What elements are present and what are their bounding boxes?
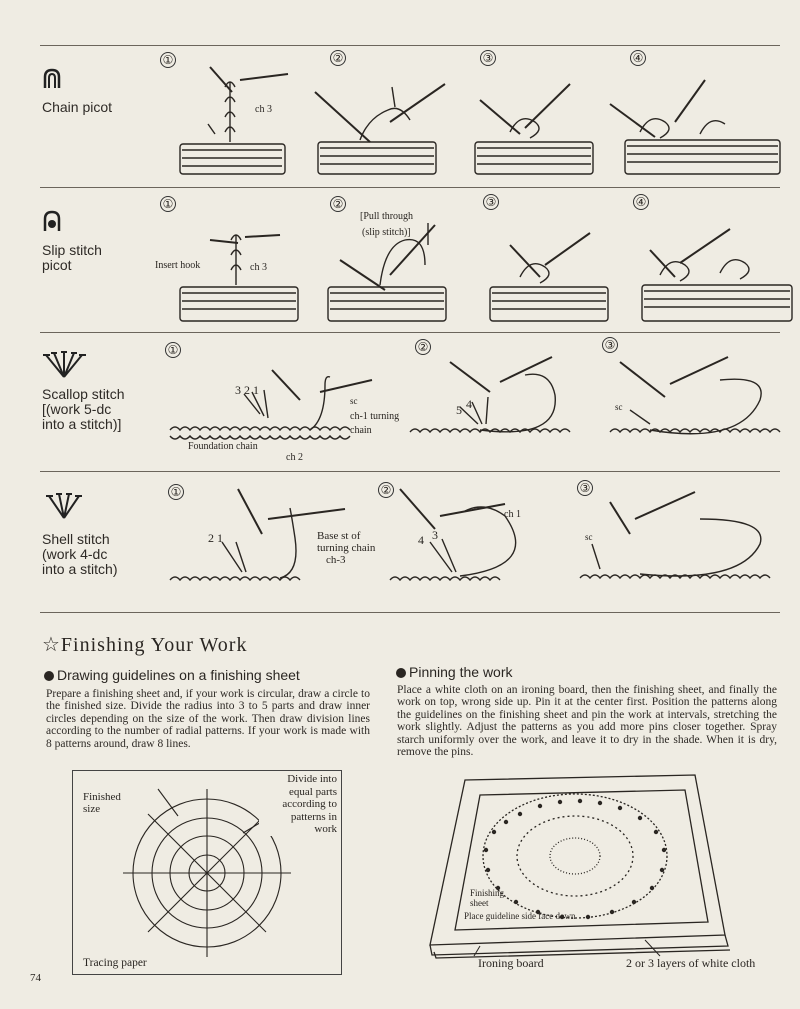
shell-stitch-icon — [44, 490, 84, 520]
label-5: 5 — [456, 403, 462, 417]
label-foundation-chain: Foundation chain — [188, 441, 258, 452]
chain-picot-illustration — [170, 62, 790, 182]
bullet-dot — [396, 668, 406, 678]
page-number: 74 — [30, 972, 41, 984]
label-ch2: ch 2 — [286, 452, 303, 463]
step-number: ④ — [630, 50, 646, 66]
label-4: 4 — [466, 397, 472, 411]
label-divide: Divide into equal parts according to patterns in work — [259, 773, 337, 836]
stitch-name: Slip stitch picot — [42, 242, 102, 273]
label-sc: sc — [615, 402, 623, 412]
shell-stitch-illustration — [160, 484, 800, 604]
pinning-heading: Pinning the work — [396, 664, 513, 680]
step-number: ① — [160, 52, 176, 68]
label-numbers: 3 2 1 — [235, 383, 259, 397]
label-ch1: ch 1 — [504, 509, 521, 520]
step-number: ① — [168, 484, 184, 500]
stitch-name: Scallop stitch [(work 5-dc into a stitch)] — [42, 386, 125, 432]
step-number: ② — [415, 339, 431, 355]
guidelines-heading: Drawing guidelines on a finishing sheet — [44, 667, 300, 683]
label-tracing-paper: Tracing paper — [83, 957, 147, 969]
step-number: ② — [330, 50, 346, 66]
label-sc: sc — [585, 532, 593, 542]
label-ch3: ch-3 — [326, 554, 346, 566]
slip-stitch-picot-illustration — [150, 205, 795, 327]
step-number: ③ — [577, 480, 593, 496]
label-finishing-sheet: Finishing sheet — [470, 888, 505, 908]
step-number: ① — [165, 342, 181, 358]
stitch-name: Shell stitch (work 4-dc into a stitch) — [42, 531, 118, 577]
ironing-board-figure — [420, 770, 790, 985]
tracing-paper-figure — [72, 770, 342, 975]
slip-stitch-picot-icon — [40, 210, 64, 234]
divider — [40, 187, 780, 188]
label-4: 4 — [418, 533, 424, 547]
label-sc: sc — [350, 396, 358, 406]
ironing-board-drawing — [420, 770, 790, 985]
label-guideline-side: Place guideline side face down — [464, 911, 576, 921]
step-number: ③ — [480, 50, 496, 66]
label-finished-size: Finished size — [83, 791, 121, 815]
step-number: ④ — [633, 194, 649, 210]
label-slip-stitch: (slip stitch)] — [362, 227, 411, 238]
label-chain: chain — [350, 425, 372, 436]
label-ch3: ch 3 — [255, 104, 272, 115]
label-ch3: ch 3 — [250, 262, 267, 273]
scallop-stitch-icon — [40, 349, 88, 379]
label-pull-through: [Pull through — [360, 211, 414, 222]
bullet-dot — [44, 671, 54, 681]
step-number: ② — [378, 482, 394, 498]
label-insert-hook: Insert hook — [155, 260, 201, 271]
section-title: ☆Finishing Your Work — [42, 634, 248, 656]
step-number: ③ — [483, 194, 499, 210]
label-turning-chain: ch-1 turning — [350, 411, 400, 422]
guidelines-text: Prepare a finishing sheet and, if your work is circular, draw a circle to the finished size. Divide the radius into 3 to 5 parts and draw inner circles depending on the size of the work. Then draw division lines according to the number of radial patterns. If your work is made with 8 patterns around, draw 8 lines. — [46, 688, 370, 750]
label-white-cloth: 2 or 3 layers of white cloth — [626, 956, 756, 970]
divider — [40, 471, 780, 472]
divider — [40, 612, 780, 613]
label-3: 3 — [432, 528, 438, 542]
scallop-stitch-illustration — [160, 352, 800, 467]
label-base-st: Base st of — [317, 530, 361, 542]
divider — [40, 332, 780, 333]
chain-picot-icon — [40, 68, 64, 90]
divider — [40, 45, 780, 46]
label-numbers: 2 1 — [208, 531, 223, 545]
label-turning-chain: turning chain — [317, 542, 376, 554]
pinning-text: Place a white cloth on an ironing board, then the finishing sheet, and finally the work on top, wrong side up. Pin it at the center first. Position the patterns along the guidelines on the finishing sheet and pin the work at intervals, stretching the work slightly. Adjust the patterns as you add more pins closer together. Spray starch uniformly over the work, and leave it to dry in the shade. When it is dry, remove the pins. — [397, 684, 777, 759]
step-number: ③ — [602, 337, 618, 353]
step-number: ② — [330, 196, 346, 212]
label-ironing-board: Ironing board — [478, 956, 544, 970]
step-number: ① — [160, 196, 176, 212]
stitch-name: Chain picot — [42, 99, 113, 115]
